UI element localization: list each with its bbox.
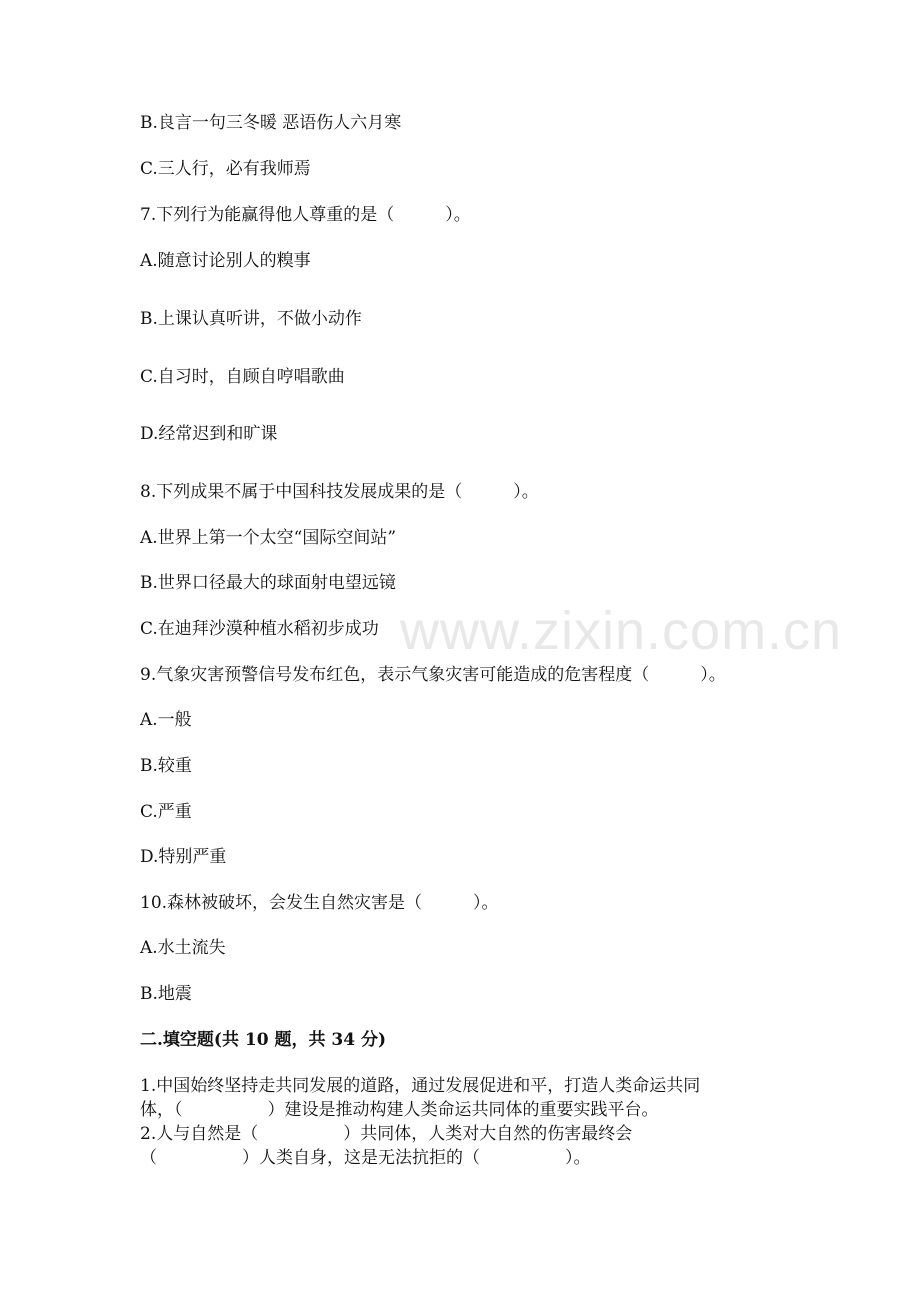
option-10b: B.地震 [140, 984, 192, 1004]
question-8: 8.下列成果不属于中国科技发展成果的是（ ）。 [140, 482, 539, 502]
fill-question-2-line1: 2.人与自然是（ ）共同体，人类对大自然的伤害最终会 [140, 1124, 633, 1144]
watermark: www.zixin.com.cn [400, 601, 843, 661]
option-10a: A.水土流失 [140, 938, 226, 958]
option-7c: C.自习时，自顾自哼唱歌曲 [140, 367, 345, 387]
option-7d: D.经常迟到和旷课 [140, 424, 278, 444]
question-10: 10.森林被破坏，会发生自然灾害是（ ）。 [140, 893, 499, 913]
option-6b: B.良言一句三冬暖 恶语伤人六月寒 [140, 113, 402, 133]
fill-question-1-line1: 1.中国始终坚持走共同发展的道路，通过发展促进和平，打造人类命运共同 [140, 1076, 701, 1096]
option-8b: B.世界口径最大的球面射电望远镜 [140, 573, 396, 593]
option-7b: B.上课认真听讲，不做小动作 [140, 309, 362, 329]
fill-question-2-line2: （ ）人类自身，这是无法抗拒的（ ）。 [140, 1148, 591, 1168]
question-9: 9.气象灾害预警信号发布红色，表示气象灾害可能造成的危害程度（ ）。 [140, 665, 726, 685]
option-7a: A.随意讨论别人的糗事 [140, 251, 311, 271]
section-title: 二.填空题(共 10 题，共 34 分) [140, 1030, 386, 1050]
option-9d: D.特别严重 [140, 847, 227, 867]
option-8c: C.在迪拜沙漠种植水稻初步成功 [140, 619, 379, 639]
fill-question-1-line2: 体，（ ）建设是推动构建人类命运共同体的重要实践平台。 [140, 1100, 659, 1120]
option-6c: C.三人行，必有我师焉 [140, 159, 311, 179]
option-9a: A.一般 [140, 710, 192, 730]
option-8a: A.世界上第一个太空“国际空间站” [140, 528, 397, 548]
option-9b: B.较重 [140, 756, 192, 776]
question-7: 7.下列行为能赢得他人尊重的是（ ）。 [140, 205, 471, 225]
option-9c: C.严重 [140, 802, 192, 822]
